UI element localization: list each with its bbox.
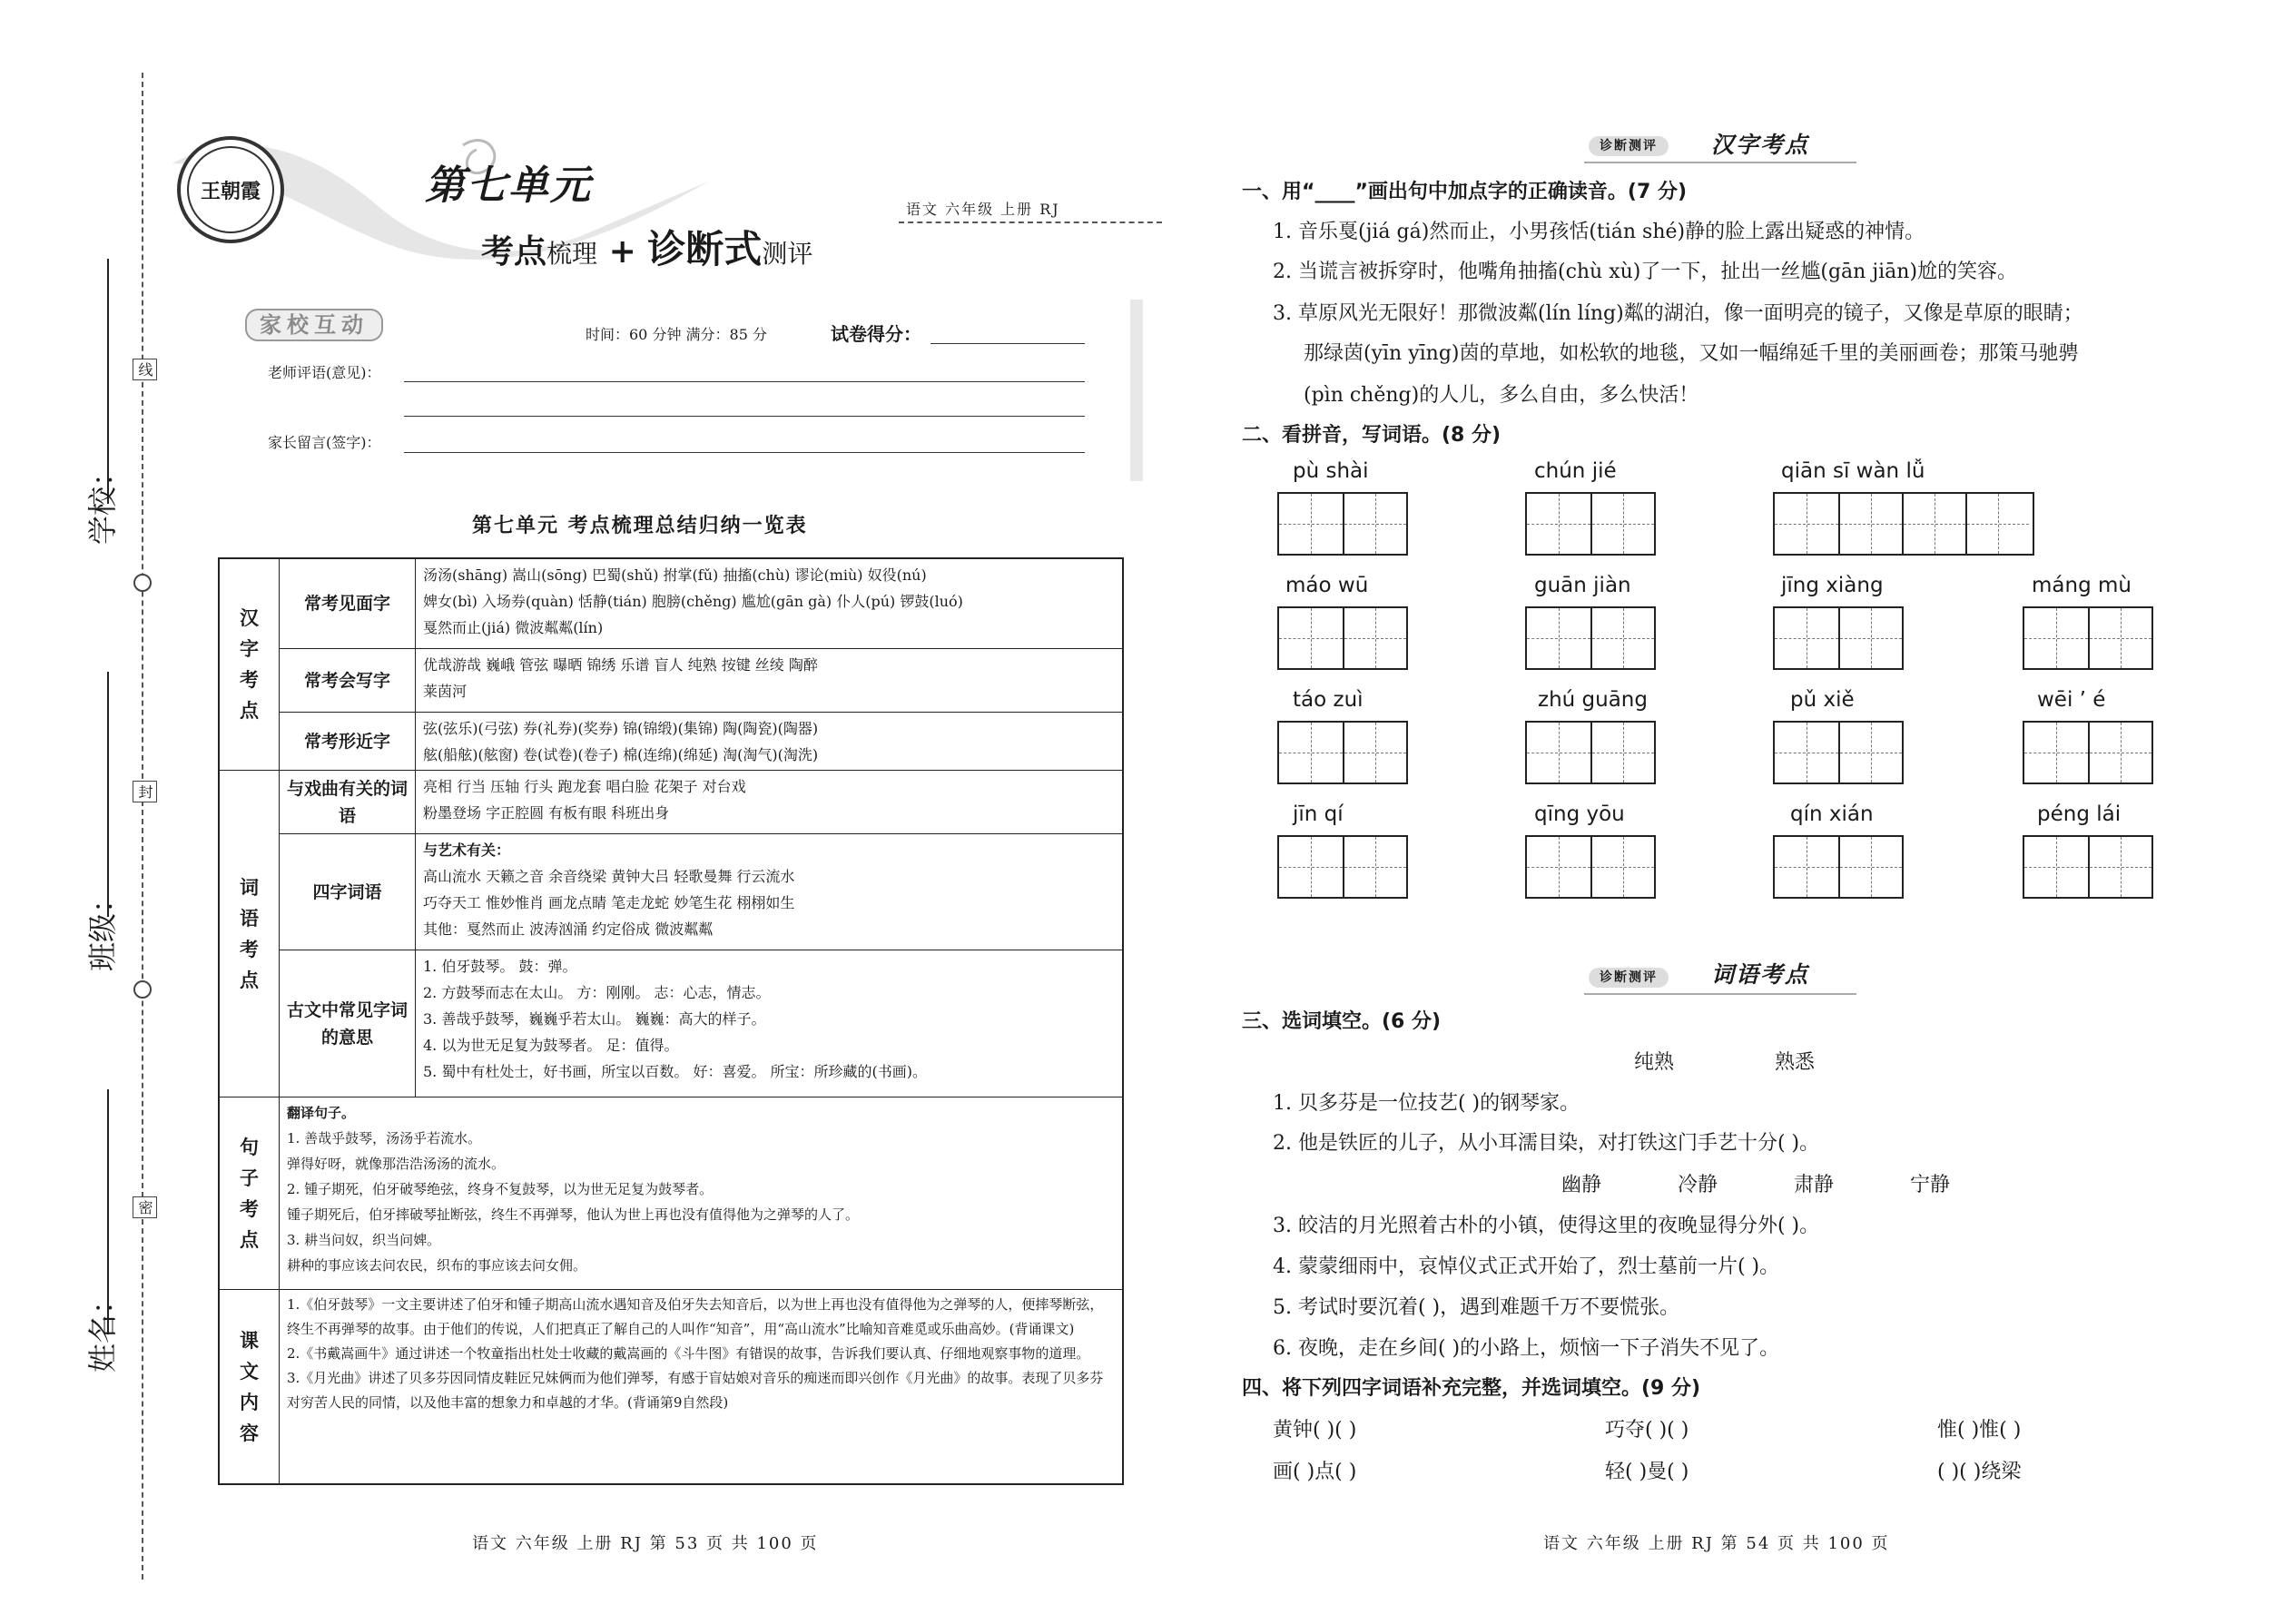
writing-grid[interactable] [1277,606,1408,670]
row-label-text: 与戏曲有关的词语 [286,778,408,826]
section-title-hanzi: 汉字考点 [1711,132,1810,158]
page-subtitle [481,220,812,274]
unit-title: 第七单元 [425,162,592,209]
subtitle-part4: 测评 [762,239,813,269]
content-line: 翻译句子。 [287,1105,356,1121]
content-line: 2. 锺子期死，伯牙破琴绝弦，终身不复鼓琴，以为世无足复为鼓琴者。 [287,1181,714,1197]
content-line: 3. 善哉乎鼓琴，巍巍乎若太山。 巍巍：高大的样子。 [423,1010,766,1028]
category-ciyu-label: 词语考点 [240,875,259,991]
writing-grid[interactable] [1773,835,1904,899]
content-line: 锺子期死后，伯牙摔破琴扯断弦，终生不再弹琴，他认为世上再也没有值得他为之弹琴的人了。 [287,1206,860,1223]
row-content [415,559,1124,648]
content-line: 3. 耕当问奴，织当问婢。 [287,1232,441,1248]
home-school-label: 家校互动 [245,309,383,341]
content-line: 弹得好呀，就像那浩浩汤汤的流水。 [287,1156,506,1172]
content-paragraph: 3.《月光曲》讲述了贝多芬因同情皮鞋匠兄妹俩而为他们弹琴，有感于盲姑娘对音乐的痴迷而即兴创作《月光曲》的故事。表现了贝多芬对穷苦人民的同情，以及他丰富的想象力和卓越的才华。(背诵第9自然段) [287,1370,1104,1411]
binding-hole [133,574,152,592]
home-school-panel [213,300,1157,486]
writing-grid[interactable] [1277,492,1408,556]
content-line: 弦(弦乐)(弓弦) 券(礼券)(奖券) 锦(锦缎)(集锦) 陶(陶瓷)(陶器) [423,720,819,737]
pinyin-label: pǔ xiě [1790,688,1855,712]
subtitle-part2: 梳理 [546,239,598,269]
pinyin-label: jīng xiàng [1781,574,1884,597]
pinyin-label: pù shài [1293,459,1369,483]
pinyin-label: máo wū [1285,574,1369,597]
teacher-comment-label: 老师评语(意见)： [268,364,381,381]
row-label-text: 古文中常见字词的意思 [286,999,408,1048]
writing-grid[interactable] [1773,606,1904,670]
binding-dashed-line [142,73,143,1580]
name-label: 姓名： [85,1284,120,1373]
q4-heading: 四、将下列四字词语补充完整，并选词填空。(9 分) [1242,1377,1701,1400]
logo-text: 王朝霞 [187,146,274,233]
score-label: 试卷得分： [831,323,921,345]
writing-grid[interactable] [1525,492,1656,556]
grade-tag: 语文 六年级 上册 RJ [906,201,1060,218]
row-label: 常考见面字 [279,559,415,648]
summary-table [218,557,1124,1485]
content-line: 戛然而止(jiá) 微波粼粼(lín) [423,619,604,636]
section-badge: 诊断测评 [1589,136,1669,156]
content-line: 舷(船舷)(舷窗) 卷(试卷)(卷子) 棉(连绵)(绵延) 淘(淘气)(淘洗) [423,746,819,763]
q1-line: (pìn chěng)的人儿，多么自由，多么快活！ [1304,384,1699,407]
content-line: 5. 蜀中有杜处士，好书画，所宝以百数。 好：喜爱。 所宝：所珍藏的(书画)。 [423,1063,928,1080]
idiom-blank[interactable]: 画( )点( ) [1273,1461,1357,1483]
pinyin-label: guān jiàn [1534,574,1631,597]
category-kewen [220,1289,279,1483]
school-label: 学校： [85,457,120,545]
seal-label-line: 线 [133,359,157,380]
writing-grid[interactable] [2023,835,2153,899]
category-juzi-label: 句子考点 [240,1135,259,1251]
summary-table-title: 第七单元 考点梳理总结归纳一览表 [472,515,808,537]
writing-grid[interactable] [1773,721,1904,784]
content-line: 汤汤(shāng) 嵩山(sōng) 巴蜀(shǔ) 拊掌(fǔ) 抽搐(chù) 谬论(miù) 奴役(nú) [423,566,927,584]
writing-grid[interactable] [1525,835,1656,899]
section-underline [1584,162,1856,163]
row-content [415,833,1124,950]
content-line: 1. 伯牙鼓琴。 鼓：弹。 [423,958,577,975]
writing-grid[interactable] [2023,606,2153,670]
category-kewen-label: 课文内容 [240,1328,259,1444]
text-content [279,1289,1124,1483]
header-dashed-rule [899,221,1162,223]
row-label: 四字词语 [279,833,415,950]
idiom-blank[interactable]: 巧夺( )( ) [1605,1419,1689,1442]
word-choice: 幽静 [1561,1174,1602,1196]
time-info: 时间：60 分钟 满分：85 分 [586,326,767,343]
q1-line: 1. 音乐戛(jiá gá)然而止，小男孩恬(tián shé)静的脸上露出疑惑的神情。 [1273,221,1925,243]
content-line: 巧夺天工 惟妙惟肖 画龙点睛 笔走龙蛇 妙笔生花 栩栩如生 [423,894,795,911]
word-choice: 宁静 [1910,1174,1951,1196]
writing-grid[interactable] [1277,835,1408,899]
binding-hole [133,980,152,999]
pinyin-label: wēi ’ é [2037,688,2106,712]
idiom-blank[interactable]: ( )( )绕梁 [1937,1461,2022,1483]
content-line: 与艺术有关： [423,842,511,859]
row-content [415,712,1124,770]
row-label [279,770,415,833]
row-content [415,770,1124,833]
pinyin-label: qīng yōu [1534,802,1625,826]
row-content [415,950,1124,1097]
q1-line: 那绿茵(yīn yīng)茵的草地，如松软的地毯，又如一幅绵延千里的美丽画卷；那策马驰骋 [1304,342,2079,365]
idiom-blank[interactable]: 轻( )曼( ) [1605,1461,1689,1483]
content-line: 粉墨登场 字正腔圆 有板有眼 科班出身 [423,804,670,822]
publisher-logo [177,136,284,243]
q2-heading: 二、看拼音，写词语。(8 分) [1242,424,1501,447]
pinyin-label: zhú guāng [1538,688,1648,712]
row-content [415,648,1124,712]
pinyin-label: máng mù [2032,574,2132,597]
pinyin-label: péng lái [2037,802,2122,826]
teacher-comment-field-2[interactable] [404,416,1085,417]
word-choice: 冷静 [1678,1174,1718,1196]
content-line: 莱茵河 [423,683,468,700]
parent-comment-field[interactable] [404,452,1085,453]
word-choice: 熟悉 [1775,1051,1816,1074]
subtitle-part3: 诊断式 [647,227,763,271]
footer-left: 语文 六年级 上册 RJ 第 53 页 共 100 页 [472,1534,819,1553]
section-underline [1584,993,1856,995]
footer-right: 语文 六年级 上册 RJ 第 54 页 共 100 页 [1543,1534,1890,1553]
content-line: 2. 方鼓琴而志在太山。 方：刚刚。 志：心志，情志。 [423,984,771,1001]
section-badge: 诊断测评 [1589,968,1669,988]
parent-comment-label: 家长留言(签字)： [268,434,381,451]
content-paragraph: 2.《书戴嵩画牛》通过讲述一个牧童指出杜处士收藏的戴嵩画的《斗牛图》有错误的故事，告诉我们要认真、仔细地观察事物的道理。 [287,1345,1090,1362]
writing-grid[interactable] [1773,492,2034,556]
row-label [279,950,415,1097]
q3-line: 5. 考试时要沉着( )，遇到难题千万不要慌张。 [1273,1296,1680,1319]
q3-line: 2. 他是铁匠的儿子，从小耳濡目染，对打铁这门手艺十分( )。 [1273,1132,1820,1155]
seal-label-secret: 密 [133,1196,157,1218]
category-hanzi [220,559,279,770]
subtitle-part1: 考点 [481,232,547,271]
subtitle-plus: + [608,232,636,271]
q3-line: 6. 夜晚，走在乡间( )的小路上，烦恼一下子消失不见了。 [1273,1337,1780,1360]
class-field-line[interactable] [107,672,109,917]
content-line: 亮相 行当 压轴 行头 跑龙套 唱白脸 花架子 对台戏 [423,778,746,795]
content-line: 1. 善哉乎鼓琴，汤汤乎若流水。 [287,1130,482,1147]
content-line: 其他：戛然而止 波涛汹涌 约定俗成 微波粼粼 [423,920,714,938]
sentence-content [279,1097,1124,1289]
category-hanzi-label: 汉字考点 [240,606,259,722]
q3-heading: 三、选词填空。(6 分) [1242,1010,1442,1033]
content-line: 婢女(bì) 入场券(quàn) 恬静(tián) 胞膀(chěng) 尴尬(gān gà) 仆人(pú) 锣鼓(luó) [423,593,963,610]
category-ciyu [220,770,279,1097]
q1-line: 2. 当谎言被拆穿时，他嘴角抽搐(chù xù)了一下，扯出一丝尴(gān jiān)尬的笑容。 [1273,261,2018,283]
idiom-blank[interactable]: 惟( )惟( ) [1937,1419,2022,1442]
content-line: 高山流水 天籁之音 余音绕梁 黄钟大吕 轻歌曼舞 行云流水 [423,868,795,885]
category-juzi [220,1097,279,1289]
q1-heading: 一、用“____”画出句中加点字的正确读音。(7 分) [1242,181,1687,203]
idiom-blank[interactable]: 黄钟( )( ) [1273,1419,1357,1442]
pinyin-label: jīn qí [1293,802,1344,826]
writing-grid[interactable] [1525,606,1656,670]
row-label: 常考会写字 [279,648,415,712]
q3-line: 4. 蒙蒙细雨中，哀悼仪式正式开始了，烈士墓前一片( )。 [1273,1255,1780,1278]
writing-grid[interactable] [1525,721,1656,784]
panel-shadow-bar [1130,300,1143,481]
section-title-ciyu: 词语考点 [1711,961,1810,988]
content-line: 耕种的事应该去问农民，织布的事应该去问女佣。 [287,1257,587,1274]
word-choice: 纯熟 [1634,1051,1675,1074]
pinyin-label: qín xián [1790,802,1874,826]
teacher-comment-field[interactable] [404,381,1085,382]
content-line: 4. 以为世无足复为鼓琴者。 足：值得。 [423,1037,679,1054]
content-line: 优哉游哉 巍峨 管弦 曝晒 锦绣 乐谱 盲人 纯熟 按键 丝绫 陶醉 [423,656,818,674]
score-field[interactable] [930,343,1085,344]
word-choice: 肃静 [1794,1174,1835,1196]
writing-grid[interactable] [1277,721,1408,784]
row-label: 常考形近字 [279,712,415,770]
pinyin-label: qiān sī wàn lǚ [1781,459,1925,483]
q3-line: 3. 皎洁的月光照着古朴的小镇，使得这里的夜晚显得分外( )。 [1273,1215,1820,1237]
writing-grid[interactable] [2023,721,2153,784]
seal-label-seal: 封 [133,781,157,802]
pinyin-label: chún jié [1534,459,1617,483]
q1-line: 3. 草原风光无限好！那微波粼(lín líng)粼的湖泊，像一面明亮的镜子，又像是草原的眼睛； [1273,302,2083,325]
class-label: 班级： [85,883,120,971]
pinyin-label: táo zuì [1293,688,1364,712]
q3-line: 1. 贝多芬是一位技艺( )的钢琴家。 [1273,1092,1580,1115]
content-paragraph: 1.《伯牙鼓琴》一文主要讲述了伯牙和锺子期高山流水遇知音及伯牙失去知音后，以为世上再也没有值得他为之弹琴的人，便摔琴断弦，终生不再弹琴的故事。由于他们的传说，人们把真正了解自己的人叫作“知音”，用“高山流水”比喻知音难觅或乐曲高妙。(背诵课文) [287,1296,1104,1337]
